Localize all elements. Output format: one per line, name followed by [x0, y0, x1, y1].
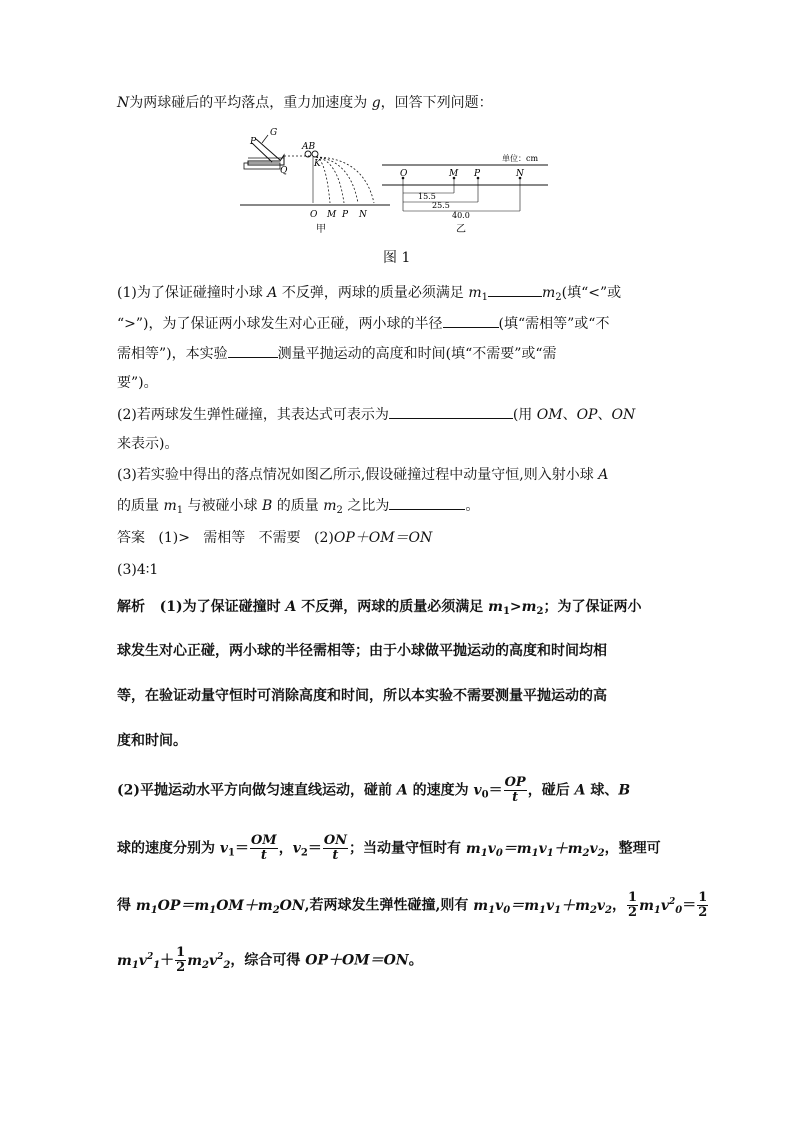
label-q: Q — [280, 166, 288, 176]
analysis-text: 不反弹，两球的质量必须满足 — [296, 599, 489, 615]
fraction-half — [175, 946, 186, 975]
analysis-text: ，综合可得 — [230, 952, 306, 969]
q2-text: (2)若两球发生弹性碰撞，其表达式可表示为 — [117, 407, 389, 423]
blank-1[interactable] — [488, 282, 542, 297]
blank-3[interactable] — [228, 343, 278, 358]
denominator: 2 — [176, 960, 186, 975]
q2-line-2: 来表示)。 — [117, 436, 179, 452]
unit-label: 单位：cm — [502, 154, 539, 163]
numerator: ON — [323, 833, 348, 848]
subscript: 0 — [481, 789, 489, 801]
label-o-yi: O — [400, 169, 408, 179]
separator: 、 — [562, 407, 577, 423]
distance-equation: $m_1OP=m_1OM+m_2ON$ — [135, 897, 305, 916]
figure-1 — [240, 125, 560, 240]
energy-term: $m_1v^2_0$ — [639, 896, 683, 916]
symbol-om: OM — [536, 407, 563, 423]
fraction-half — [697, 891, 708, 920]
symbol-m: m — [163, 498, 177, 514]
symbol-m: m — [541, 285, 556, 301]
symbol-m: m — [468, 285, 482, 301]
numerator: 1 — [176, 945, 186, 960]
analysis-text: ,若两球发生弹性碰撞,则有 — [304, 897, 474, 914]
numerator: 1 — [628, 890, 638, 905]
answer-part: (1)> — [158, 530, 190, 546]
q3-text: 的质量 — [117, 498, 164, 514]
q2-text: (用 — [512, 407, 537, 423]
analysis-text: 球、 — [585, 782, 619, 799]
analysis-text: ，碰后 — [527, 782, 575, 799]
figure-caption: 图 1 — [383, 250, 411, 266]
energy-term: $m_2v^2_2$ — [187, 951, 231, 971]
subscript: 2 — [555, 292, 562, 303]
analysis-text: (2)平抛运动水平方向做匀速直线运动，碰前 — [117, 782, 397, 799]
answer-part: (2) — [314, 530, 334, 546]
denominator: t — [260, 848, 267, 863]
numerator: OM — [250, 833, 277, 848]
momentum-equation: $m_1v_0=m_1v_1+m_2v_2$ — [465, 840, 605, 859]
energy-term: $m_1v^2_1$ — [117, 951, 161, 971]
analysis-line-8: $m_1v^2_1+$ $\frac{1}{2}$ $m_2v^2_2$，综合可得 OP＋OM＝ON。 — [117, 945, 423, 975]
q2-line-1 — [117, 404, 635, 425]
analysis-line-1 — [117, 597, 641, 622]
symbol-v: v — [473, 782, 482, 799]
symbol-b: B — [262, 498, 273, 514]
figure-jia — [240, 128, 390, 235]
analysis-text: ；为了保证两小 — [543, 599, 642, 615]
symbol-m: m — [488, 599, 503, 615]
symbol-a: A — [396, 782, 408, 799]
analysis-text: 球的速度分别为 — [117, 840, 220, 857]
q1-text: (填“需相等”或“不 — [498, 316, 610, 332]
subscript: 1 — [502, 606, 510, 617]
intro-text-end: ，回答下列问题： — [380, 95, 493, 111]
operator: ＝ — [234, 840, 249, 857]
subscript: 2 — [536, 606, 544, 617]
dist-op: 25.5 — [432, 201, 450, 210]
answer-line-2: (3)4∶1 — [117, 562, 159, 578]
label-m-yi: M — [449, 169, 459, 179]
symbol-a: A — [598, 467, 609, 483]
q3-text: 与被碰小球 — [183, 498, 263, 514]
conclusion-expression: OP＋OM＝ON — [305, 952, 409, 969]
q3-text: 。 — [465, 498, 480, 514]
label-p-jia: P — [342, 210, 349, 220]
label-p-yi: P — [474, 169, 481, 179]
symbol-a: A — [574, 782, 586, 799]
symbol-a: A — [267, 285, 278, 301]
numerator: OP — [504, 775, 526, 790]
answer-part: 需相等 — [203, 530, 246, 546]
numerator: 1 — [698, 890, 708, 905]
symbol-op: OP — [576, 407, 598, 423]
intro-text: 为两球碰后的平均落点，重力加速度为 — [129, 95, 372, 111]
label-n-yi: N — [516, 169, 524, 179]
fraction-on-t — [323, 834, 348, 863]
label-k: K — [314, 159, 321, 169]
analysis-text: 的速度为 — [407, 782, 474, 799]
blank-4[interactable] — [389, 404, 513, 419]
q1-line-4: 要”)。 — [117, 375, 158, 391]
q1-text: (1)为了保证碰撞时小球 — [117, 285, 268, 301]
denominator: 2 — [698, 905, 708, 920]
blank-2[interactable] — [443, 313, 499, 328]
momentum-equation-2: $m_1v_0=m_1v_1+m_2v_2$ — [473, 897, 613, 916]
q1-line-1 — [117, 282, 621, 308]
q3-text: 之比为 — [342, 498, 390, 514]
analysis-line-6 — [117, 834, 661, 864]
dist-on: 40.0 — [452, 211, 470, 220]
analysis-line-7: 得 $m_1OP=m_1OM+m_2ON$,若两球发生弹性碰撞,则有 $m_1v_0=m_1v_1+m_2v_2$， $\frac{1}{2}$ $m_1v^2_0=$ $\frac{1}{2}$ — [117, 890, 708, 920]
symbol-on: ON — [611, 407, 636, 423]
q1-text: 不反弹，两球的质量必须满足 — [277, 285, 469, 301]
analysis-line-3: 等，在验证动量守恒时可消除高度和时间，所以本实验不需要测量平抛运动的高 — [117, 688, 607, 704]
q3-line-1 — [117, 465, 608, 485]
q1-text: “>”)，为了保证两小球发生对心正碰，两小球的半径 — [117, 316, 443, 332]
analysis-text: 得 — [117, 897, 136, 914]
q1-text: (填“<”或 — [561, 285, 622, 301]
operator: ＝ — [488, 782, 503, 799]
label-ab: AB — [302, 142, 316, 152]
analysis-text: (1)为了保证碰撞时 — [159, 599, 286, 615]
operator: > — [509, 599, 522, 615]
symbol-m: m — [323, 498, 337, 514]
q1-line-3 — [117, 343, 557, 364]
subscript: 1 — [176, 505, 184, 516]
q1-text: 需相等”)，本实验 — [117, 346, 228, 362]
fraction-op-t — [504, 776, 527, 805]
analysis-line-4: 度和时间。 — [117, 733, 187, 749]
symbol-m: m — [521, 599, 537, 615]
dist-om: 15.5 — [418, 192, 436, 201]
symbol-b: B — [618, 782, 631, 799]
operator: ＝ — [307, 840, 322, 857]
denominator: t — [512, 790, 519, 805]
label-g: G — [270, 128, 278, 138]
analysis-line-2: 球发生对心正碰，两小球的半径需相等；由于小球做平抛运动的高度和时间均相 — [117, 643, 607, 659]
label-m-jia: M — [327, 210, 337, 220]
label-yi: 乙 — [456, 224, 466, 235]
separator: ， — [278, 840, 293, 857]
answer-expression: OP＋OM＝ON — [333, 530, 433, 546]
symbol-a: A — [285, 599, 297, 615]
subscript: 2 — [336, 505, 343, 516]
denominator: 2 — [628, 905, 638, 920]
blank-5[interactable] — [389, 495, 465, 510]
subscript: 1 — [228, 847, 235, 859]
subscript: 2 — [300, 847, 308, 859]
analysis-label: 解析 — [117, 599, 145, 615]
q3-line-2 — [117, 495, 479, 521]
answer-part: 不需要 — [258, 530, 301, 546]
subscript: 1 — [481, 292, 488, 303]
figure-yi — [382, 153, 548, 235]
analysis-text: 。 — [408, 952, 423, 969]
intro-line — [117, 93, 493, 113]
label-p-top: P — [250, 137, 257, 147]
analysis-line-5 — [117, 776, 630, 806]
q1-text: 测量平抛运动的高度和时间(填“不需要”或“需 — [277, 346, 557, 362]
symbol-g: g — [371, 95, 381, 111]
denominator: t — [332, 848, 339, 863]
q3-text: 的质量 — [272, 498, 324, 514]
symbol-v: v — [219, 840, 229, 857]
answer-label: 答案 — [117, 530, 145, 546]
label-o-jia: O — [310, 210, 318, 220]
fraction-om-t — [250, 834, 278, 863]
analysis-text: ，整理可 — [604, 840, 661, 857]
answer-line-1 — [117, 528, 432, 548]
analysis-text: ；当动量守恒时有 — [349, 840, 466, 857]
q3-text: (3)若实验中得出的落点情况如图乙所示,假设碰撞过程中动量守恒,则入射小球 — [117, 467, 599, 483]
q1-line-2 — [117, 313, 609, 334]
symbol-v: v — [292, 840, 301, 857]
label-jia: 甲 — [316, 224, 326, 235]
symbol-n: N — [117, 95, 130, 111]
label-n-jia: N — [359, 210, 367, 220]
fraction-half — [627, 891, 638, 920]
separator: 、 — [597, 407, 612, 423]
